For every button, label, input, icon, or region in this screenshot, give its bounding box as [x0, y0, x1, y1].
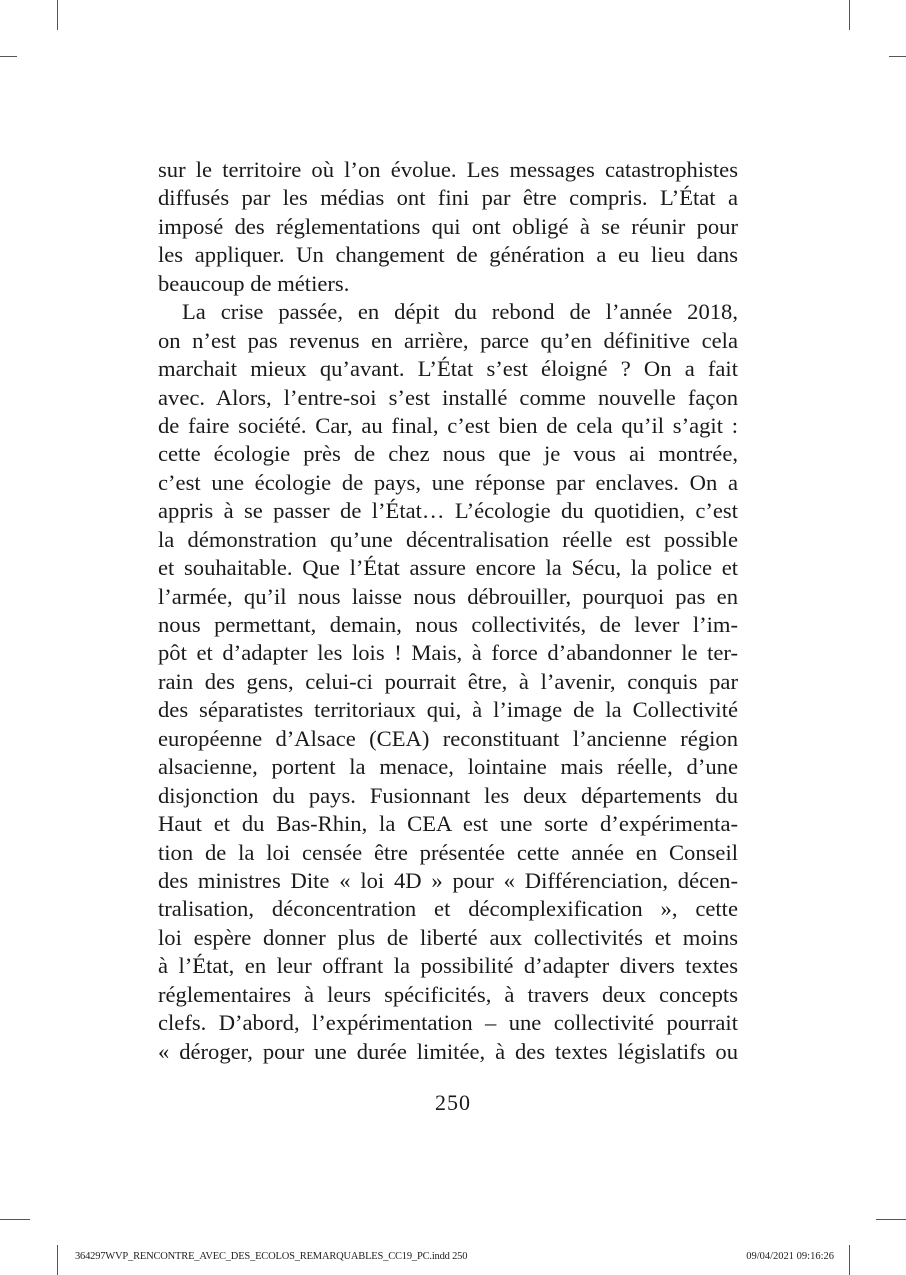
- crop-mark-left-top: [0, 56, 17, 57]
- text-line: loi espère donner plus de liberté aux collectivités et moins: [158, 924, 738, 950]
- text-line: tralisation, déconcentration et décomplexification », cette: [158, 896, 738, 922]
- crop-mark-right-bottom: [876, 1219, 906, 1220]
- text-line: diffusés par les médias ont fini par être compris. L’État a: [158, 185, 738, 211]
- text-line: tion de la loi censée être présentée cette année en Conseil: [158, 839, 738, 865]
- crop-mark-left-bottom: [0, 1219, 30, 1220]
- text-line: pôt et d’adapter les lois ! Mais, à force d’abandonner le ter-: [158, 640, 738, 666]
- text-line: Haut et du Bas-Rhin, la CEA est une sorte d’expérimenta-: [158, 811, 738, 837]
- crop-mark-bottom-right: [849, 1245, 850, 1275]
- text-line: les appliquer. Un changement de génération a eu lieu dans: [158, 242, 738, 268]
- text-line: imposé des réglementations qui ont obligé à se réunir pour: [158, 213, 738, 239]
- crop-mark-bottom-left: [57, 1245, 58, 1275]
- page-number: 250: [435, 1090, 471, 1115]
- text-line: européenne d’Alsace (CEA) reconstituant l’ancienne région: [158, 725, 738, 751]
- text-line: alsacienne, portent la menace, lointaine mais réelle, d’une: [158, 754, 738, 780]
- text-line: réglementaires à leurs spécificités, à travers deux concepts: [158, 981, 738, 1007]
- text-line: rain des gens, celui-ci pourrait être, à l’avenir, conquis par: [158, 668, 738, 694]
- text-line: l’armée, qu’il nous laisse nous débrouiller, pourquoi pas en: [158, 583, 738, 609]
- text-line: marchait mieux qu’avant. L’État s’est éloigné ? On a fait: [158, 356, 738, 382]
- text-line: appris à se passer de l’État… L’écologie du quotidien, c’est: [158, 498, 738, 524]
- text-line: à l’État, en leur offrant la possibilité d’adapter divers textes: [158, 953, 738, 979]
- text-line: « déroger, pour une durée limitée, à des textes législatifs ou: [158, 1038, 738, 1064]
- crop-mark-top-right: [849, 0, 850, 30]
- crop-mark-right-top: [889, 56, 906, 57]
- text-line: la démonstration qu’une décentralisation réelle est possible: [158, 526, 738, 552]
- text-line: des ministres Dite « loi 4D » pour « Différenciation, décen-: [158, 867, 738, 893]
- text-line: c’est une écologie de pays, une réponse par enclaves. On a: [158, 469, 738, 495]
- slug-datetime: 09/04/2021 09:16:26: [746, 1251, 834, 1262]
- text-line: La crise passée, en dépit du rebond de l’année 2018,: [182, 299, 738, 325]
- text-line: avec. Alors, l’entre-soi s’est installé comme nouvelle façon: [158, 384, 738, 410]
- text-line: beaucoup de métiers.: [158, 270, 350, 296]
- text-line: clefs. D’abord, l’expérimentation – une collectivité pourrait: [158, 1010, 738, 1036]
- body-text: [158, 156, 738, 1066]
- slug-filename: 364297WVP_RENCONTRE_AVEC_DES_ECOLOS_REMARQUABLES_CC19_PC.indd 250: [75, 1251, 468, 1262]
- text-line: on n’est pas revenus en arrière, parce qu’en définitive cela: [158, 327, 738, 353]
- text-line: sur le territoire où l’on évolue. Les messages catastrophistes: [158, 157, 738, 182]
- text-line: de faire société. Car, au final, c’est bien de cela qu’il s’agit :: [158, 412, 738, 438]
- text-line: cette écologie près de chez nous que je vous ai montrée,: [158, 441, 738, 467]
- crop-mark-top-left: [57, 0, 58, 30]
- text-line: disjonction du pays. Fusionnant les deux départements du: [158, 782, 738, 808]
- text-line: et souhaitable. Que l’État assure encore la Sécu, la police et: [158, 555, 738, 581]
- text-line: des séparatistes territoriaux qui, à l’image de la Collectivité: [158, 697, 738, 723]
- text-line: nous permettant, demain, nous collectivités, de lever l’im-: [158, 612, 738, 637]
